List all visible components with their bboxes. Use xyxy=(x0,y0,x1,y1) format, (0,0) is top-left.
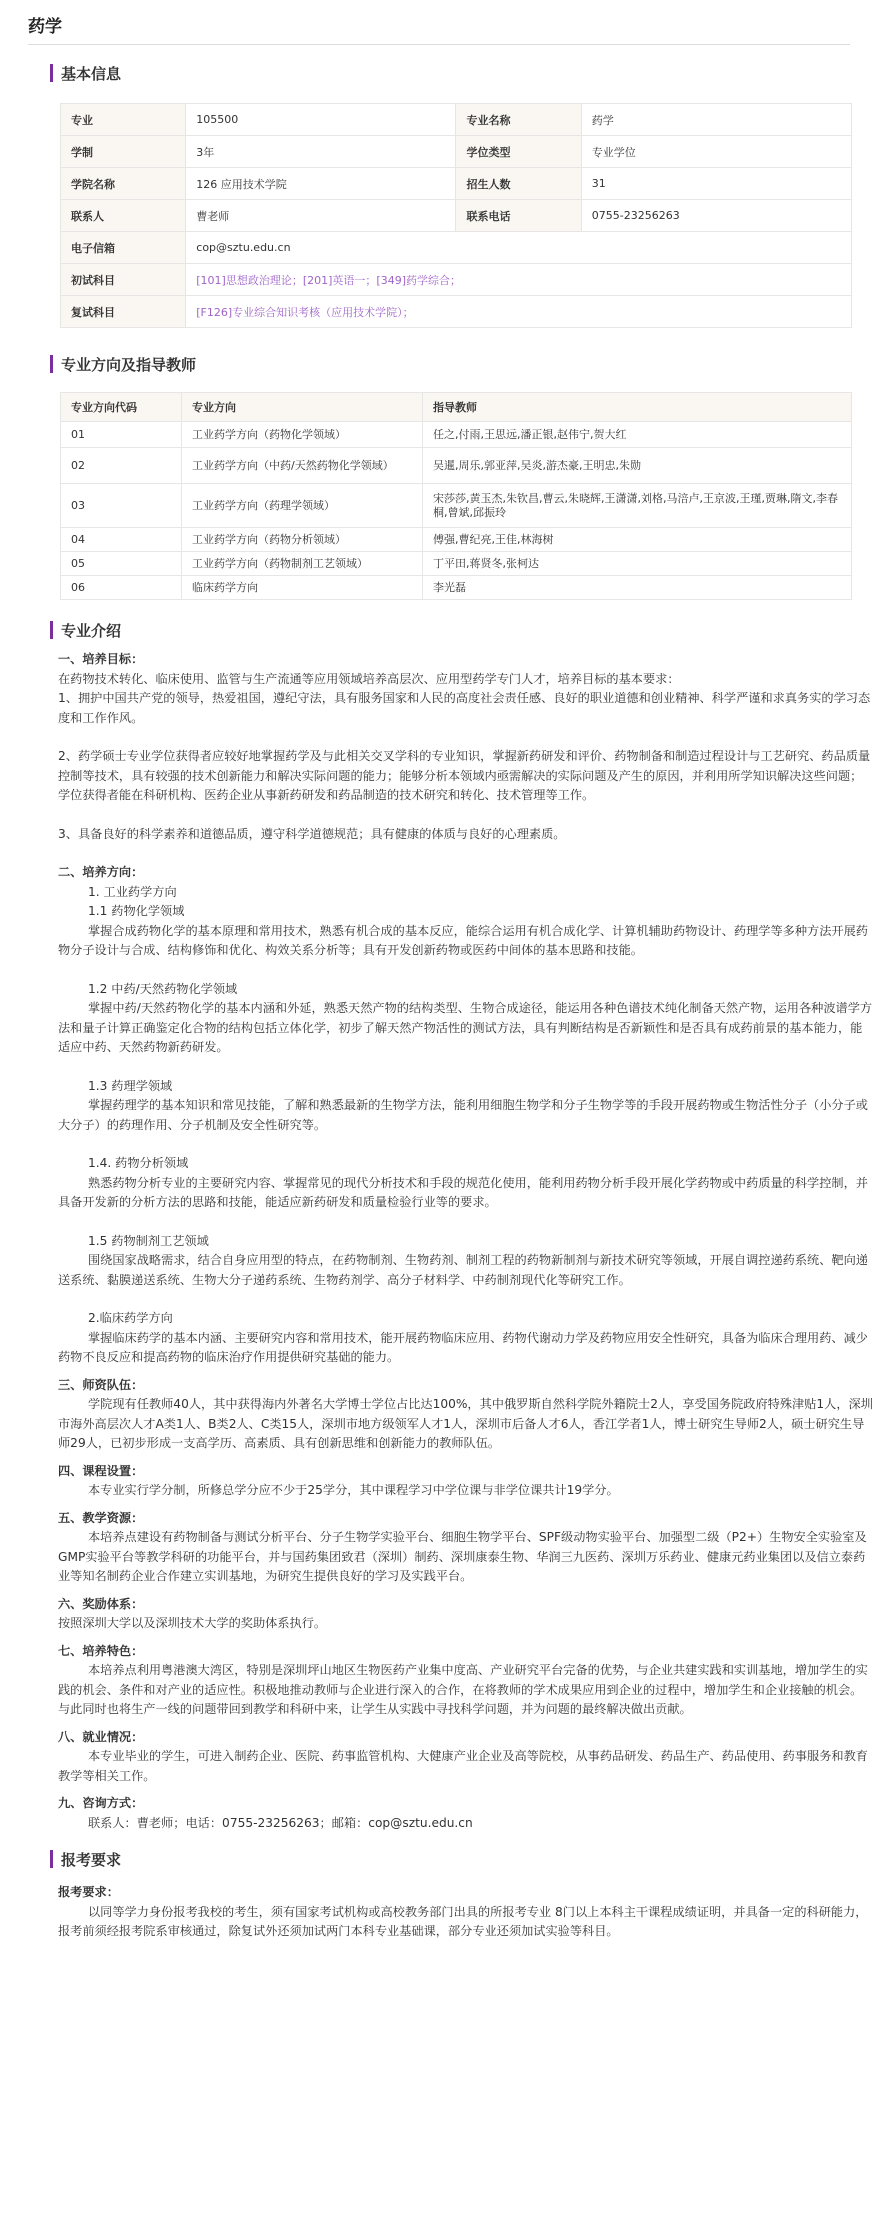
table-row xyxy=(61,200,852,232)
direction-subheading: 1.5 药物制剂工艺领域 xyxy=(88,1233,209,1248)
table-row xyxy=(61,448,852,484)
direction-subheading: 1.4. 药物分析领域 xyxy=(88,1156,189,1170)
column-header: 指导教师 xyxy=(423,393,852,422)
section-accent-bar xyxy=(50,1850,53,1868)
intro-paragraph: 1、拥护中国共产党的领导，热爱祖国，遵纪守法，具有服务国家和人民的高度社会责任感、良好的职业道德和创业精神、科学严谨和求真务实的学习态度和工作作风。 xyxy=(58,691,871,725)
requirements-paragraph: 以同等学力身份报考我校的考生，须有国家考试机构或高校教务部门出具的所报考专业 8门以上本科主干课程成绩证明，并具备一定的科研能力，报考前须经报考院系审核通过，除复试外还须加试两门本科专业基础课，部分专业还须加试实验等科目。 xyxy=(58,1904,868,1938)
retest-subjects-link[interactable]: [F126]专业综合知识考核（应用技术学院）； xyxy=(186,296,852,328)
cell-code: 03 xyxy=(61,484,182,528)
value-cell: 105500 xyxy=(186,104,456,136)
section-basic-info-header xyxy=(50,63,850,83)
value-cell: 曹老师 xyxy=(186,200,456,232)
directions-table xyxy=(60,392,852,600)
cell-direction: 临床药学方向 xyxy=(182,576,423,600)
value-cell: 专业学位 xyxy=(581,136,851,168)
label-cell: 专业名称 xyxy=(456,104,581,136)
label-cell: 专业 xyxy=(61,104,186,136)
column-header: 专业方向 xyxy=(182,393,423,422)
cell-direction: 工业药学方向（药物化学领域） xyxy=(182,422,423,448)
cell-teachers: 傅强,曹纪亮,王佳,林海树 xyxy=(423,528,852,552)
intro-paragraph: 掌握合成药物化学的基本原理和常用技术，熟悉有机合成的基本反应，能综合运用有机合成化学、计算机辅助药物设计、药理学等多种方法开展药物分子设计与合成、结构修饰和优化、构效关系分析等；具有开发创新药物或医药中间体的基本思路和技能。 xyxy=(58,923,868,957)
value-cell: 3年 xyxy=(186,136,456,168)
direction-subheading: 1.3 药理学领域 xyxy=(88,1078,173,1093)
table-row xyxy=(61,528,852,552)
table-row xyxy=(61,484,852,528)
basic-info-table xyxy=(60,103,852,328)
cell-teachers: 任之,付雨,王思远,潘正银,赵伟宁,贺大红 xyxy=(423,422,852,448)
cell-teachers: 丁平田,蒋贤冬,张柯达 xyxy=(423,552,852,576)
intro-paragraph: 围绕国家战略需求，结合自身应用型的特点，在药物制剂、生物药剂、制剂工程的药物新制剂与新技术研究等领域，开展自调控递药系统、靶向递送系统、黏膜递送系统、生物大分子递药系统、生物药剂学、高分子材料学、中药制剂现代化等研究工作。 xyxy=(58,1253,868,1287)
section-accent-bar xyxy=(50,355,53,373)
section-title: 专业方向及指导教师 xyxy=(61,355,197,374)
table-row xyxy=(61,232,852,264)
intro-paragraph: 本培养点利用粤港澳大湾区，特别是深圳坪山地区生物医药产业集中度高、产业研究平台完备的优势，与企业共建实践和实训基地，增加学生的实践的机会、条件和对产业的适应性。积极地推动教师与企业进行深入的合作，在将教师的学术成果应用到企业的过程中，增加学生和企业接触的机会。与此同时也将生产一线的问题带回到教学和科研中来，让学生从实践中寻找科学问题，并为问题的最终解决做出贡献。 xyxy=(58,1663,868,1716)
section-title: 报考要求 xyxy=(61,1850,122,1869)
contact-line: 联系人：曹老师；电话：0755-23256263；邮箱：cop@sztu.edu.cn xyxy=(88,1815,473,1830)
table-row xyxy=(61,264,852,296)
intro-heading: 八、就业情况： xyxy=(58,1729,144,1744)
label-cell: 联系人 xyxy=(61,200,186,232)
section-intro-header xyxy=(50,620,850,640)
intro-paragraph: 按照深圳大学以及深圳技术大学的奖助体系执行。 xyxy=(58,1616,327,1630)
cell-direction: 工业药学方向（药物制剂工艺领域） xyxy=(182,552,423,576)
intro-paragraph: 本专业实行学分制，所修总学分应不少于25学分，其中课程学习中学位课与非学位课共计19学分。 xyxy=(88,1483,619,1497)
cell-direction: 工业药学方向（中药/天然药物化学领域） xyxy=(182,448,423,484)
value-cell: 126 应用技术学院 xyxy=(186,168,456,200)
label-cell: 招生人数 xyxy=(456,168,581,200)
value-cell: 药学 xyxy=(581,104,851,136)
cell-code: 02 xyxy=(61,448,182,484)
direction-subheading: 1.2 中药/天然药物化学领域 xyxy=(88,981,238,996)
intro-paragraph: 2、药学硕士专业学位获得者应较好地掌握药学及与此相关交叉学科的专业知识，掌握新药研发和评价、药物制备和制造过程设计与工艺研究、药品质量控制等技术，具有较强的技术创新能力和解决实际问题的能力；能够分析本领域内亟需解决的实际问题及产生的原因，并利用所学知识解决这些问题；学位获得者能在科研机构、医药企业从事新药研发和药品制造的技术研究和转化、技术管理等工作。 xyxy=(58,749,871,802)
intro-heading: 七、培养特色： xyxy=(58,1643,144,1658)
cell-direction: 工业药学方向（药物分析领域） xyxy=(182,528,423,552)
cell-code: 06 xyxy=(61,576,182,600)
section-accent-bar xyxy=(50,64,53,82)
prelim-subjects-link[interactable]: [101]思想政治理论；[201]英语一；[349]药学综合； xyxy=(186,264,852,296)
label-cell: 学制 xyxy=(61,136,186,168)
table-row xyxy=(61,576,852,600)
table-row xyxy=(61,104,852,136)
table-header-row xyxy=(61,393,852,422)
cell-teachers: 吴暹,周乐,郭亚萍,吴炎,游杰豪,王明忠,朱勋 xyxy=(423,448,852,484)
requirements-body xyxy=(58,1883,873,1942)
direction-heading: 1. 工业药学方向 xyxy=(88,884,177,899)
cell-direction: 工业药学方向（药理学领域） xyxy=(182,484,423,528)
table-row xyxy=(61,296,852,328)
intro-paragraph: 学院现有任教师40人，其中获得海内外著名大学博士学位占比达100%，其中俄罗斯自然科学院外籍院士2人，享受国务院政府特殊津贴1人，深圳市海外高层次人才A类1人、B类2人、C类15人，深圳市地方级领军人才1人，深圳市后备人才6人，香江学者1人，博士研究生导师2人，硕士研究生导师29人，已初步形成一支高学历、高素质、具有创新思维和创新能力的教师队伍。 xyxy=(58,1397,873,1450)
intro-heading: 一、培养目标： xyxy=(58,652,144,666)
direction-subheading: 1.1 药物化学领域 xyxy=(88,904,185,918)
section-directions-header xyxy=(50,354,850,374)
section-requirements-header xyxy=(50,1849,850,1869)
intro-heading: 六、奖励体系： xyxy=(58,1596,144,1611)
cell-code: 04 xyxy=(61,528,182,552)
email-value: cop@sztu.edu.cn xyxy=(186,232,852,264)
label-cell: 初试科目 xyxy=(61,264,186,296)
intro-paragraph: 掌握临床药学的基本内涵、主要研究内容和常用技术，能开展药物临床应用、药物代谢动力学及药物应用安全性研究，具备为临床合理用药、减少药物不良反应和提高药物的临床治疗作用提供研究基础的能力。 xyxy=(58,1330,868,1364)
intro-paragraph: 在药物技术转化、临床使用、监管与生产流通等应用领域培养高层次、应用型药学专门人才，培养目标的基本要求： xyxy=(58,671,680,686)
intro-heading: 五、教学资源： xyxy=(58,1510,144,1525)
label-cell: 电子信箱 xyxy=(61,232,186,264)
section-accent-bar xyxy=(50,621,53,639)
cell-code: 05 xyxy=(61,552,182,576)
intro-paragraph: 掌握药理学的基本知识和常见技能，了解和熟悉最新的生物学方法，能利用细胞生物学和分子生物学等的手段开展药物或生物活性分子（小分子或大分子）的药理作用、分子机制及安全性研究等。 xyxy=(58,1098,868,1132)
value-cell: 31 xyxy=(581,168,851,200)
page-title: 药学 xyxy=(28,17,62,37)
requirements-heading: 报考要求： xyxy=(58,1885,119,1899)
label-cell: 联系电话 xyxy=(456,200,581,232)
table-row xyxy=(61,422,852,448)
value-cell: 0755-23256263 xyxy=(581,200,851,232)
intro-paragraph: 本专业毕业的学生，可进入制药企业、医院、药事监管机构、大健康产业企业及高等院校，从事药品研发、药品生产、药品使用、药事服务和教育教学等相关工作。 xyxy=(58,1749,868,1783)
label-cell: 复试科目 xyxy=(61,296,186,328)
intro-paragraph: 本培养点建设有药物制备与测试分析平台、分子生物学实验平台、细胞生物学平台、SPF级动物实验平台、加强型二级（P2+）生物安全实验室及GMP实验平台等教学科研的功能平台，并与国药集团致君（深圳）制药、深圳康泰生物、华润三九医药、深圳万乐药业、健康元药业集团以及信立泰药业等知名制药企业合作建立实训基地，为研究生提供良好的学习及实践平台。 xyxy=(58,1530,867,1583)
label-cell: 学位类型 xyxy=(456,136,581,168)
intro-paragraph: 熟悉药物分析专业的主要研究内容、掌握常见的现代分析技术和手段的规范化使用，能利用药物分析手段开展化学药物或中药质量的科学控制，并具备开发新的分析方法的思路和技能，能适应新药研发和质量检验行业等的要求。 xyxy=(58,1175,868,1209)
table-row xyxy=(61,168,852,200)
intro-heading: 三、师资队伍： xyxy=(58,1377,144,1392)
intro-heading: 四、课程设置： xyxy=(58,1463,144,1478)
direction-heading: 2.临床药学方向 xyxy=(88,1311,173,1325)
label-cell: 学院名称 xyxy=(61,168,186,200)
cell-code: 01 xyxy=(61,422,182,448)
table-row xyxy=(61,136,852,168)
cell-teachers: 宋莎莎,黄玉杰,朱钦昌,曹云,朱晓辉,王潇潇,刘格,马涪卢,王京波,王瑾,贾琳,隋文,李春桐,曾斌,邱振玲 xyxy=(423,484,852,528)
divider xyxy=(28,44,850,45)
section-title: 基本信息 xyxy=(61,64,122,83)
column-header: 专业方向代码 xyxy=(61,393,182,422)
section-title: 专业介绍 xyxy=(61,621,122,640)
intro-body xyxy=(58,650,873,1833)
cell-teachers: 李光磊 xyxy=(423,576,852,600)
intro-paragraph: 3、具备良好的科学素养和道德品质，遵守科学道德规范；具有健康的体质与良好的心理素质。 xyxy=(58,826,566,841)
intro-paragraph: 掌握中药/天然药物化学的基本内涵和外延，熟悉天然产物的结构类型、生物合成途径，能运用各种色谱技术纯化制备天然产物，运用各种波谱学方法和量子计算正确鉴定化合物的结构包括立体化学，初步了解天然产物活性的测试方法，具有判断结构是否新颖性和是否具有成药前景的基本能力，能适应中药、天然药物新药研发。 xyxy=(58,1001,873,1054)
table-row xyxy=(61,552,852,576)
intro-heading: 九、咨询方式： xyxy=(58,1796,144,1810)
intro-heading: 二、培养方向： xyxy=(58,865,144,879)
